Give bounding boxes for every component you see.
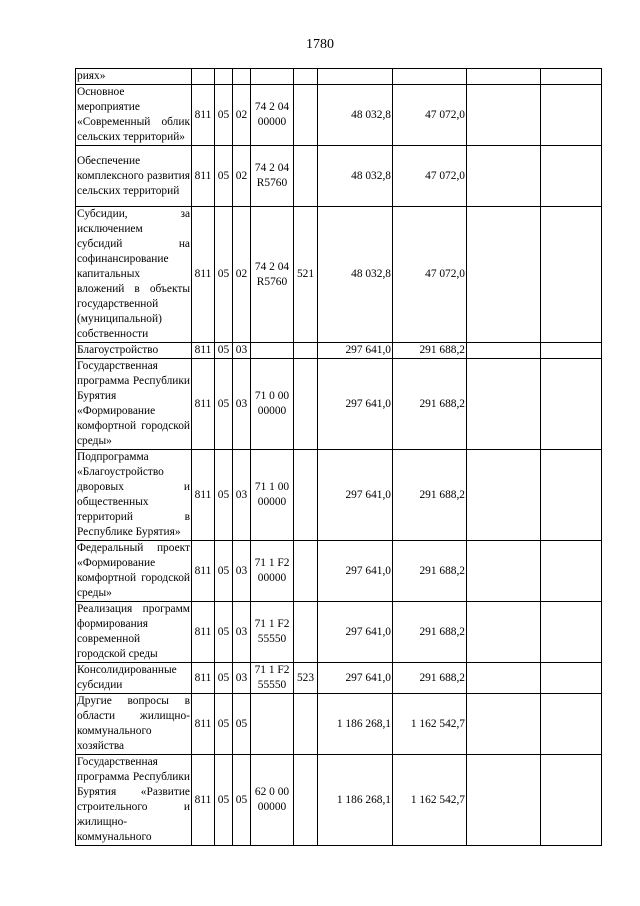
amount-year-2: 47 072,0 <box>393 85 467 146</box>
amount-year-2: 291 688,2 <box>393 663 467 694</box>
amount-year-3 <box>467 69 541 85</box>
section-code: 05 <box>215 359 233 450</box>
target-article-code <box>251 343 294 359</box>
subsection-code: 03 <box>233 663 251 694</box>
amount-year-3 <box>467 207 541 343</box>
row-name: Другие вопросы в области жилищно-коммунального хозяйства <box>76 694 192 755</box>
subsection-code: 03 <box>233 343 251 359</box>
subsection-code: 03 <box>233 541 251 602</box>
expense-type-code <box>294 343 318 359</box>
expense-type-code <box>294 541 318 602</box>
amount-year-1: 297 641,0 <box>318 359 393 450</box>
expense-type-code <box>294 359 318 450</box>
subsection-code: 02 <box>233 207 251 343</box>
grbs-code: 811 <box>192 359 215 450</box>
table-row <box>76 541 602 602</box>
notes-column <box>541 69 602 85</box>
amount-year-1: 297 641,0 <box>318 663 393 694</box>
subsection-code: 02 <box>233 85 251 146</box>
notes-column <box>541 207 602 343</box>
expense-type-code: 521 <box>294 207 318 343</box>
amount-year-2: 47 072,0 <box>393 146 467 207</box>
row-name: Благоустройство <box>76 343 192 359</box>
table-row <box>76 663 602 694</box>
section-code: 05 <box>215 207 233 343</box>
amount-year-2: 291 688,2 <box>393 602 467 663</box>
subsection-code: 05 <box>233 694 251 755</box>
expense-type-code <box>294 602 318 663</box>
section-code: 05 <box>215 755 233 846</box>
expense-type-code <box>294 450 318 541</box>
target-article-code: 71 1 F2 00000 <box>251 541 294 602</box>
amount-year-3 <box>467 541 541 602</box>
amount-year-3 <box>467 343 541 359</box>
notes-column <box>541 663 602 694</box>
subsection-code: 05 <box>233 755 251 846</box>
amount-year-1 <box>318 69 393 85</box>
section-code: 05 <box>215 602 233 663</box>
row-name: риях» <box>76 69 192 85</box>
notes-column <box>541 602 602 663</box>
amount-year-2: 1 162 542,7 <box>393 694 467 755</box>
section-code: 05 <box>215 663 233 694</box>
notes-column <box>541 755 602 846</box>
subsection-code <box>233 69 251 85</box>
grbs-code: 811 <box>192 146 215 207</box>
table-row <box>76 85 602 146</box>
subsection-code: 03 <box>233 359 251 450</box>
amount-year-1: 297 641,0 <box>318 541 393 602</box>
expense-type-code <box>294 694 318 755</box>
section-code: 05 <box>215 343 233 359</box>
notes-column <box>541 146 602 207</box>
grbs-code: 811 <box>192 343 215 359</box>
amount-year-1: 297 641,0 <box>318 602 393 663</box>
notes-column <box>541 85 602 146</box>
target-article-code: 62 0 00 00000 <box>251 755 294 846</box>
notes-column <box>541 450 602 541</box>
grbs-code: 811 <box>192 602 215 663</box>
expense-type-code <box>294 755 318 846</box>
target-article-code: 71 1 F2 55550 <box>251 602 294 663</box>
table-row <box>76 359 602 450</box>
table-row <box>76 602 602 663</box>
target-article-code: 71 1 F2 55550 <box>251 663 294 694</box>
amount-year-1: 1 186 268,1 <box>318 755 393 846</box>
grbs-code: 811 <box>192 663 215 694</box>
table-row <box>76 694 602 755</box>
amount-year-3 <box>467 85 541 146</box>
target-article-code <box>251 69 294 85</box>
amount-year-1: 1 186 268,1 <box>318 694 393 755</box>
section-code: 05 <box>215 450 233 541</box>
amount-year-1: 48 032,8 <box>318 146 393 207</box>
amount-year-2 <box>393 69 467 85</box>
amount-year-1: 297 641,0 <box>318 343 393 359</box>
row-name: Подпрограмма «Благоустройство дворовых и общественных территорий в Республике Бурятия» <box>76 450 192 541</box>
amount-year-2: 291 688,2 <box>393 541 467 602</box>
row-name: Федеральный проект «Формирование комфортной городской среды» <box>76 541 192 602</box>
expense-type-code <box>294 85 318 146</box>
subsection-code: 02 <box>233 146 251 207</box>
row-name: Реализация программ формирования современной городской среды <box>76 602 192 663</box>
grbs-code: 811 <box>192 541 215 602</box>
section-code: 05 <box>215 85 233 146</box>
row-name: Обеспечение комплексного развития сельских территорий <box>76 146 192 207</box>
table-row <box>76 69 602 85</box>
section-code: 05 <box>215 694 233 755</box>
amount-year-1: 297 641,0 <box>318 450 393 541</box>
page-number: 1780 <box>306 37 334 52</box>
target-article-code: 74 2 04 R5760 <box>251 146 294 207</box>
table-row <box>76 450 602 541</box>
target-article-code: 71 1 00 00000 <box>251 450 294 541</box>
target-article-code: 74 2 04 R5760 <box>251 207 294 343</box>
grbs-code: 811 <box>192 85 215 146</box>
amount-year-3 <box>467 146 541 207</box>
grbs-code: 811 <box>192 450 215 541</box>
amount-year-2: 291 688,2 <box>393 450 467 541</box>
row-name: Основное мероприятие «Современный облик сельских территорий» <box>76 85 192 146</box>
table-row <box>76 146 602 207</box>
notes-column <box>541 694 602 755</box>
section-code <box>215 69 233 85</box>
amount-year-3 <box>467 663 541 694</box>
notes-column <box>541 343 602 359</box>
table-row <box>76 755 602 846</box>
subsection-code: 03 <box>233 450 251 541</box>
grbs-code <box>192 69 215 85</box>
grbs-code: 811 <box>192 694 215 755</box>
amount-year-3 <box>467 359 541 450</box>
section-code: 05 <box>215 146 233 207</box>
section-code: 05 <box>215 541 233 602</box>
amount-year-3 <box>467 450 541 541</box>
target-article-code: 74 2 04 00000 <box>251 85 294 146</box>
notes-column <box>541 541 602 602</box>
subsection-code: 03 <box>233 602 251 663</box>
expense-type-code <box>294 146 318 207</box>
notes-column <box>541 359 602 450</box>
amount-year-3 <box>467 602 541 663</box>
amount-year-2: 291 688,2 <box>393 359 467 450</box>
row-name: Субсидии, за исключением субсидий на софинансирование капитальных вложений в объекты государственной (муниципальной) собственности <box>76 207 192 343</box>
table-row <box>76 207 602 343</box>
amount-year-2: 47 072,0 <box>393 207 467 343</box>
grbs-code: 811 <box>192 207 215 343</box>
expense-type-code: 523 <box>294 663 318 694</box>
target-article-code: 71 0 00 00000 <box>251 359 294 450</box>
amount-year-1: 48 032,8 <box>318 207 393 343</box>
row-name: Государственная программа Республики Бурятия «Развитие строительного и жилищно-коммунального <box>76 755 192 846</box>
budget-table <box>75 68 602 846</box>
row-name: Государственная программа Республики Бурятия «Формирование комфортной городской среды» <box>76 359 192 450</box>
table-row <box>76 343 602 359</box>
amount-year-2: 291 688,2 <box>393 343 467 359</box>
amount-year-3 <box>467 755 541 846</box>
row-name: Консолидированные субсидии <box>76 663 192 694</box>
amount-year-1: 48 032,8 <box>318 85 393 146</box>
target-article-code <box>251 694 294 755</box>
expense-type-code <box>294 69 318 85</box>
grbs-code: 811 <box>192 755 215 846</box>
amount-year-2: 1 162 542,7 <box>393 755 467 846</box>
amount-year-3 <box>467 694 541 755</box>
